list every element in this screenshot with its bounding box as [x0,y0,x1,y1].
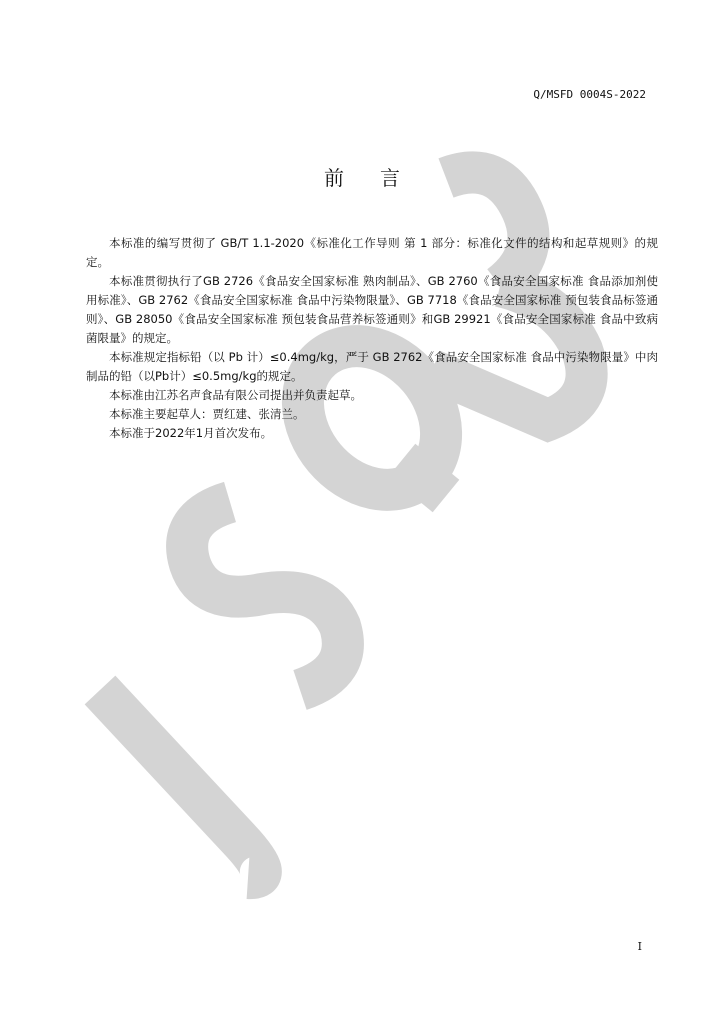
watermark-letter-j [100,690,261,878]
watermark-letter-s [187,502,343,690]
page-number: I [637,940,642,953]
paragraph-release-date: 本标准于2022年1月首次发布。 [109,426,273,440]
paragraph-drafters: 本标准主要起草人：贾红建、张清兰。 [109,407,305,421]
watermark-letter-q-tail [402,460,446,496]
paragraph-drafting-rules: 本标准的编写贯彻了 GB/T 1.1-2020《标准化工作导则 第 1 部分：标准化文件的结构和起草规则》的规定。 [86,236,658,269]
paragraph-proposer: 本标准由江苏名声食品有限公司提出并负责起草。 [109,388,362,402]
document-code: Q/MSFD 0004S-2022 [533,88,646,101]
paragraph-referenced-standards: 本标准贯彻执行了GB 2726《食品安全国家标准 熟肉制品》、GB 2760《食品安全国家标准 食品添加剂使用标准》、GB 2762《食品安全国家标准 食品中污染物限量》、GB 7718《食品安全国家标准 预包装食品标签通则》、GB 28050《食品安全国家标准 预包装食品营养标签通则》和GB 29921《食品安全国家标准 食品中致病菌限量》的规定。 [86,274,658,345]
paragraph-lead-limit: 本标准规定指标铅（以 Pb 计）≤0.4mg/kg，严于 GB 2762《食品安全国家标准 食品中污染物限量》中肉制品的铅（以Pb计）≤0.5mg/kg的规定。 [86,350,658,383]
foreword-body [86,234,658,443]
section-title: 前言 [324,166,436,190]
